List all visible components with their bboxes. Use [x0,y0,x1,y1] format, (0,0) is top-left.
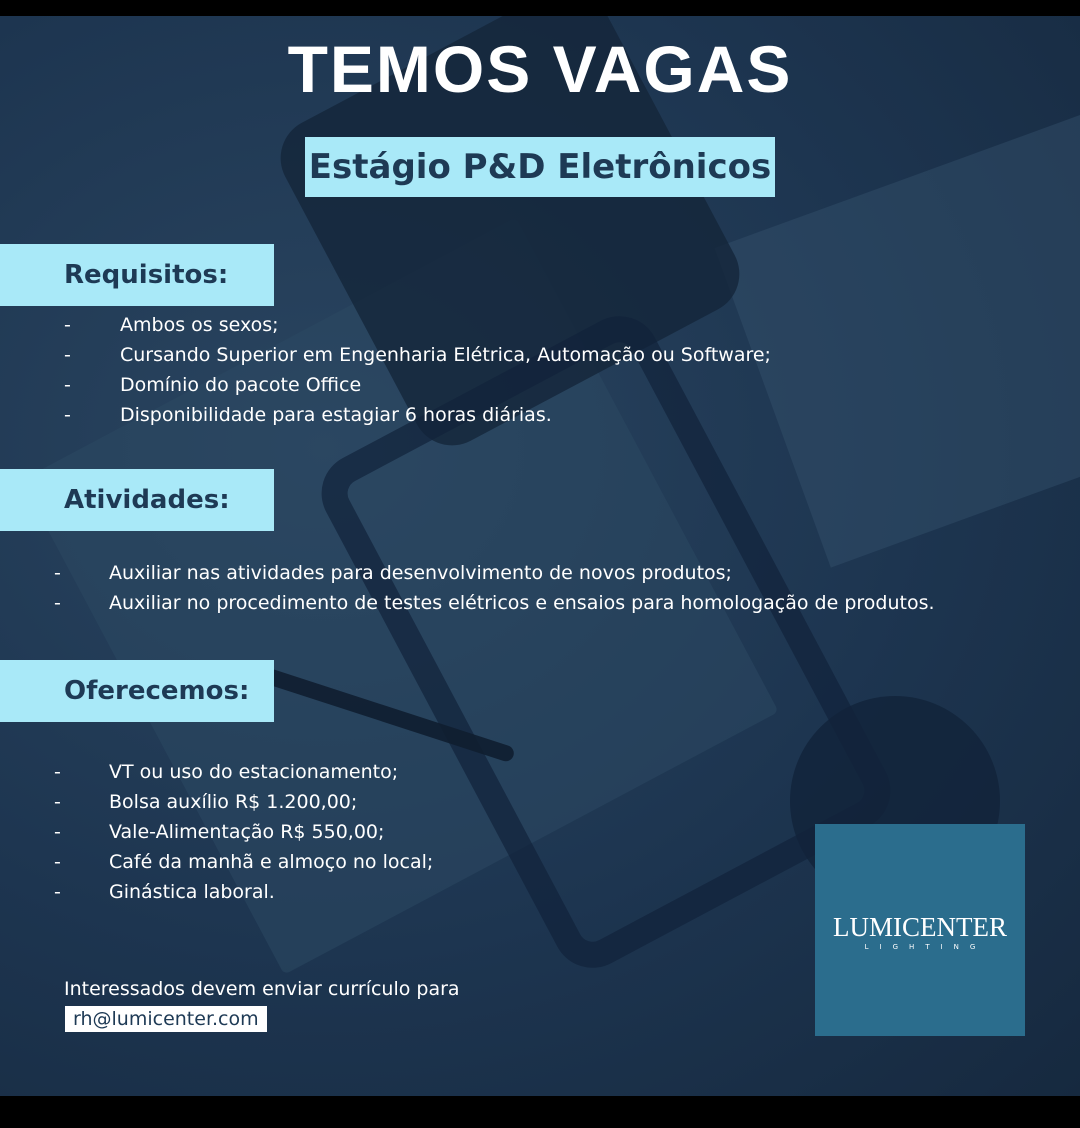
list-item: - Bolsa auxílio R$ 1.200,00; [0,787,433,817]
section-title-oferecemos: Oferecemos: [0,660,274,722]
bullet-dash: - [54,761,61,783]
bullet-dash: - [64,374,71,396]
atividades-list [0,558,935,618]
list-item: - Auxiliar no procedimento de testes elétricos e ensaios para homologação de produtos. [0,588,935,618]
list-item: - Ginástica laboral. [0,877,433,907]
contact-text: Interessados devem enviar currículo para [64,978,460,1000]
contact-email-link[interactable]: rh@lumicenter.com [65,1006,267,1032]
bullet-dash: - [64,314,71,336]
list-item: - Domínio do pacote Office [0,370,771,400]
section-title-atividades: Atividades: [0,469,274,531]
bullet-dash: - [54,851,61,873]
bullet-dash: - [54,592,61,614]
bullet-dash: - [64,344,71,366]
list-item: - Cursando Superior em Engenharia Elétrica, Automação ou Software; [0,340,771,370]
list-item: - Vale-Alimentação R$ 550,00; [0,817,433,847]
bullet-dash: - [54,821,61,843]
logo-wordmark: LUMICENTER [833,911,1007,942]
job-poster [0,16,1080,1096]
headline: TEMOS VAGAS [287,32,793,106]
list-item: - VT ou uso do estacionamento; [0,757,433,787]
oferecemos-list [0,757,433,907]
company-logo [815,824,1025,1036]
list-item: - Café da manhã e almoço no local; [0,847,433,877]
list-item: - Auxiliar nas atividades para desenvolvimento de novos produtos; [0,558,935,588]
position-title: Estágio P&D Eletrônicos [305,137,775,197]
bullet-dash: - [64,404,71,426]
list-item: - Disponibilidade para estagiar 6 horas diárias. [0,400,771,430]
bullet-dash: - [54,791,61,813]
bullet-dash: - [54,881,61,903]
logo-tagline: LIGHTING [864,942,987,951]
bullet-dash: - [54,562,61,584]
list-item: - Ambos os sexos; [0,310,771,340]
section-title-requisitos: Requisitos: [0,244,274,306]
requisitos-list [0,310,771,430]
